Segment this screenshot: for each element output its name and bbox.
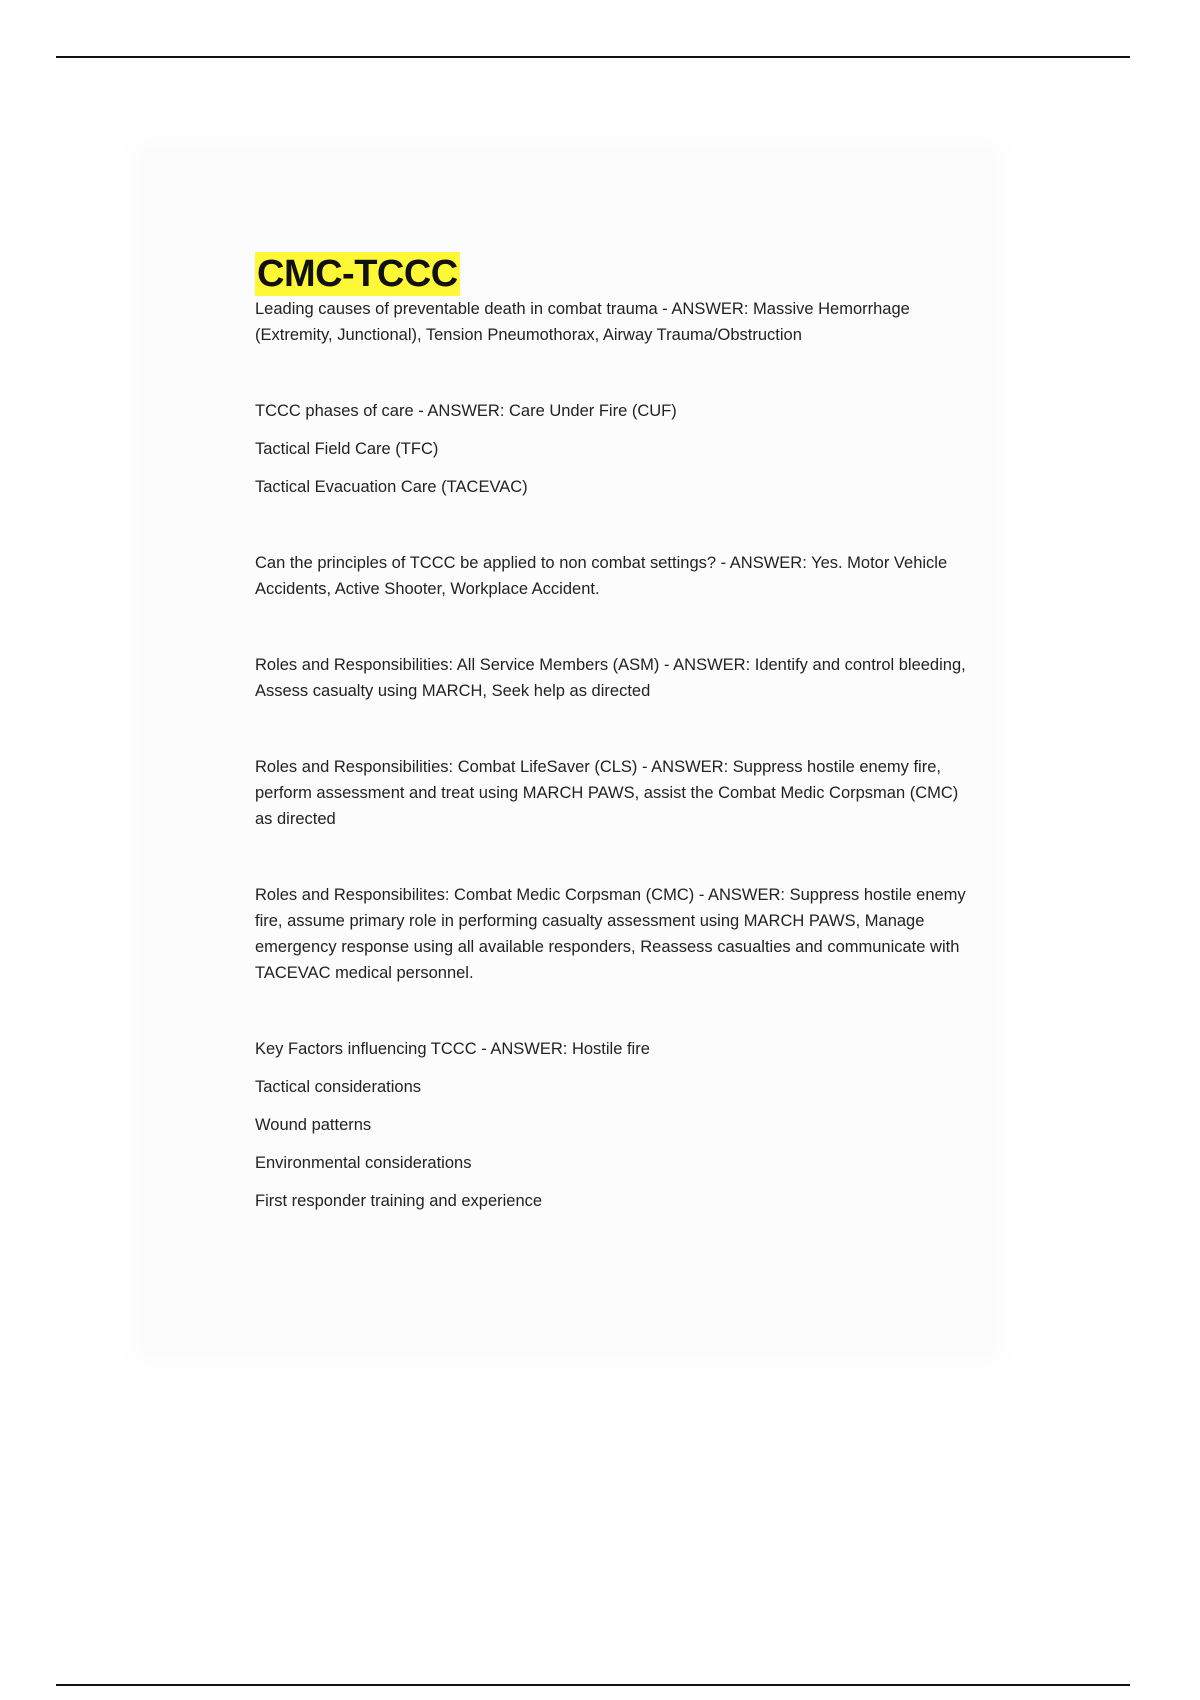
qa-text: Roles and Responsibilites: Combat Medic Corpsman (CMC) - ANSWER: Suppress hostile enemy fire, assume primary role in performing casualty assessment using MARCH PAWS, Manage emergency response using all available responders, Reassess casualties and communicate with TACEVAC medical personnel. [255,886,966,982]
qa-text-continuation: First responder training and experience [255,1192,543,1210]
qa-text: Can the principles of TCCC be applied to non combat settings? - ANSWER: Yes. Motor Vehicle Accidents, Active Shooter, Workplace Accident. [255,554,948,598]
qa-text: Leading causes of preventable death in combat trauma - ANSWER: Massive Hemorrhage (Extremity, Junctional), Tension Pneumothorax, Airway Trauma/Obstruction [255,300,910,344]
qa-text-continuation: Wound patterns [255,1116,372,1134]
qa-text-continuation: Environmental considerations [255,1154,472,1172]
qa-text-continuation: Tactical Evacuation Care (TACEVAC) [255,478,528,496]
qa-entry-phases-of-care [255,398,975,500]
top-rule [56,56,1130,58]
qa-entry-cmc-roles [255,882,975,986]
qa-text-continuation: Tactical considerations [255,1078,421,1096]
document-title: CMC-TCCC [257,253,458,295]
qa-entry-cls-roles [255,754,975,832]
qa-entry-non-combat [255,550,975,602]
qa-text-continuation: Tactical Field Care (TFC) [255,440,439,458]
document-content [255,252,975,1214]
qa-entry-asm-roles [255,652,975,704]
qa-text: Key Factors influencing TCCC - ANSWER: Hostile fire [255,1040,650,1058]
qa-text: Roles and Responsibilities: All Service Members (ASM) - ANSWER: Identify and control bleeding, Assess casualty using MARCH, Seek help as directed [255,656,966,700]
bottom-rule [56,1684,1130,1686]
qa-entry-key-factors [255,1036,975,1214]
qa-text: TCCC phases of care - ANSWER: Care Under Fire (CUF) [255,402,677,420]
qa-text: Roles and Responsibilities: Combat LifeSaver (CLS) - ANSWER: Suppress hostile enemy fire, perform assessment and treat using MARCH PAWS, assist the Combat Medic Corpsman (CMC) as directed [255,758,959,828]
qa-entry-leading-causes [255,296,975,348]
